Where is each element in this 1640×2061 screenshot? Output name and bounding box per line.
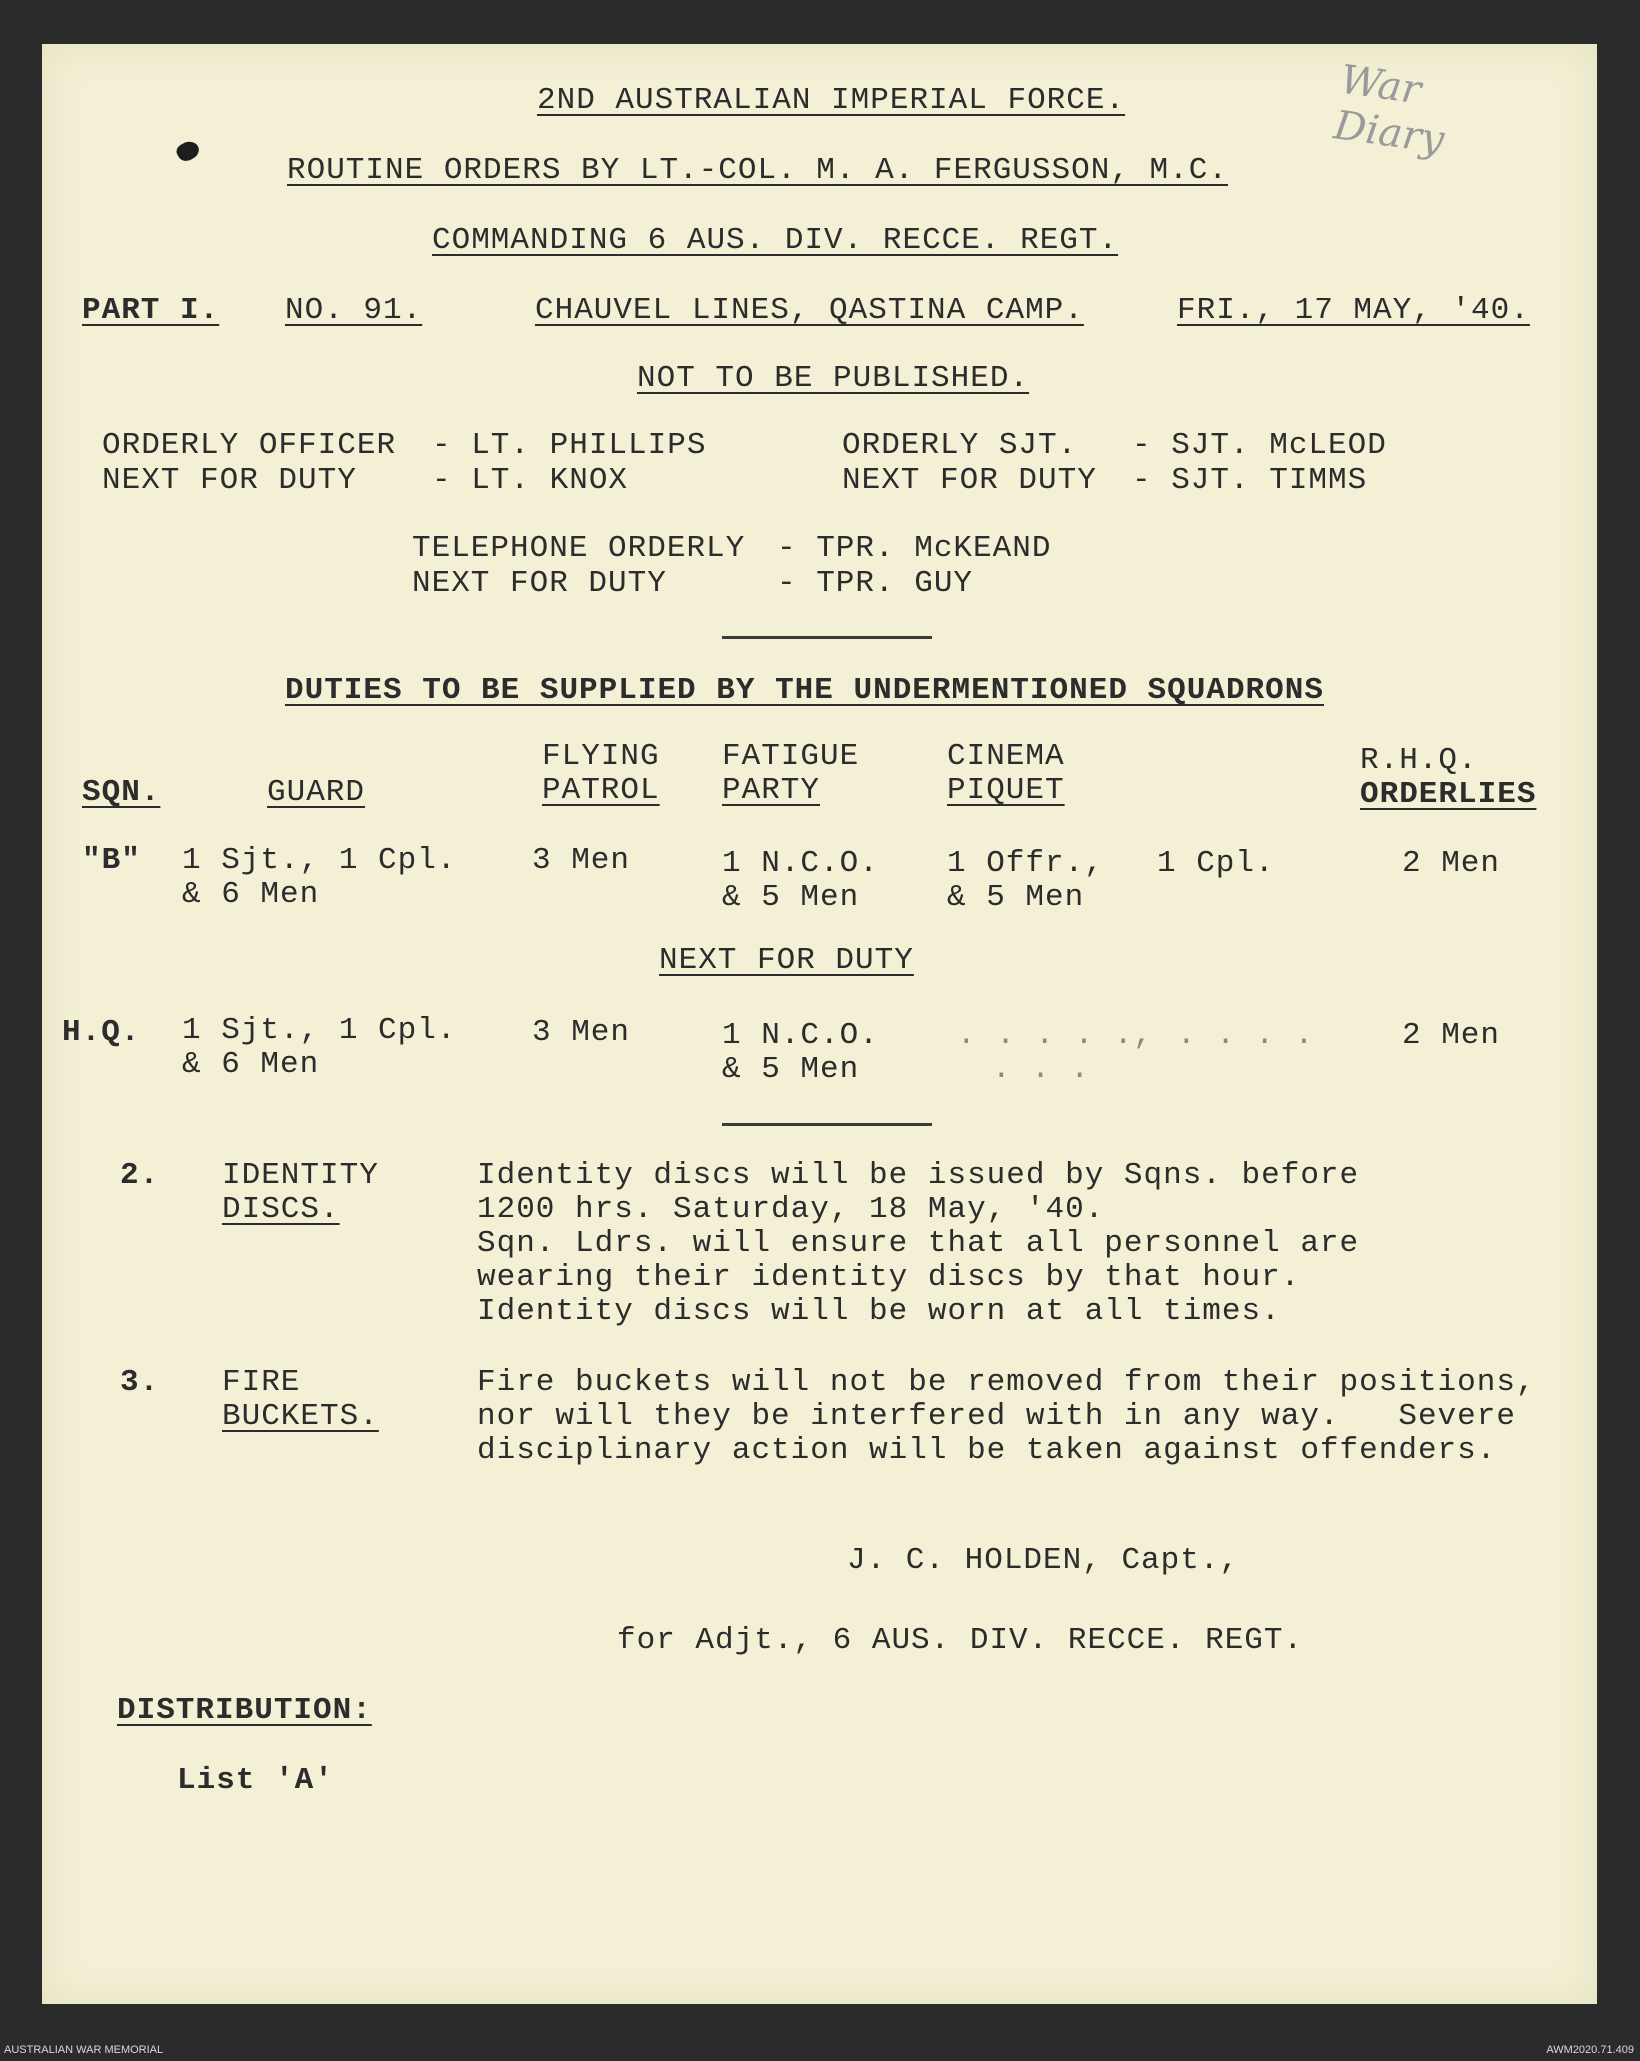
row-hq-cinema-2: . . . xyxy=(992,1052,1091,1087)
order-2-number: 2. xyxy=(120,1158,160,1193)
roster-name: - SJT. McLEOD xyxy=(1132,428,1387,463)
next-for-duty-label: NEXT FOR DUTY xyxy=(659,943,914,978)
row-hq-extra: . . . . xyxy=(1177,1018,1315,1053)
col-header-flying: FLYING xyxy=(542,739,660,774)
restriction-note: NOT TO BE PUBLISHED. xyxy=(637,361,1030,396)
order-2-line: 1200 hrs. Saturday, 18 May, '40. xyxy=(477,1192,1105,1227)
col-header-rhq-2: ORDERLIES xyxy=(1360,777,1537,812)
roster-role: NEXT FOR DUTY xyxy=(842,463,1097,498)
part-label: PART I. xyxy=(82,293,220,328)
footer-archive: AUSTRALIAN WAR MEMORIAL xyxy=(4,2044,164,2056)
roster-role: TELEPHONE ORDERLY xyxy=(412,531,746,566)
roster-role: ORDERLY OFFICER xyxy=(102,428,397,463)
roster-name: - LT. KNOX xyxy=(432,463,629,498)
row-b-cinema: 1 Offr., xyxy=(947,846,1104,881)
row-b-guard: 1 Sjt., 1 Cpl. xyxy=(182,843,457,878)
order-2-line: wearing their identity discs by that hour. xyxy=(477,1260,1301,1295)
row-b-cinema-2: & 5 Men xyxy=(947,880,1085,915)
signature-name: J. C. HOLDEN, Capt., xyxy=(847,1543,1240,1578)
row-hq-rhq: 2 Men xyxy=(1402,1018,1501,1053)
row-b-rhq: 2 Men xyxy=(1402,846,1501,881)
footer-catalogue-id: AWM2020.71.409 xyxy=(1546,2044,1634,2056)
row-hq-fatigue-2: & 5 Men xyxy=(722,1052,860,1087)
duties-title: DUTIES TO BE SUPPLIED BY THE UNDERMENTIONED SQUADRONS xyxy=(285,673,1324,708)
roster-name: - TPR. McKEAND xyxy=(777,531,1052,566)
row-b-flying: 3 Men xyxy=(532,843,631,878)
row-hq-sqn: H.Q. xyxy=(62,1015,141,1050)
row-b-fatigue: 1 N.C.O. xyxy=(722,846,879,881)
divider xyxy=(722,1123,932,1126)
roster-name: - LT. PHILLIPS xyxy=(432,428,707,463)
header-orders-by: ROUTINE ORDERS BY LT.-COL. M. A. FERGUSSON, M.C. xyxy=(287,153,1228,188)
row-b-sqn: "B" xyxy=(82,843,141,878)
row-hq-guard-2: & 6 Men xyxy=(182,1047,320,1082)
roster-name: - TPR. GUY xyxy=(777,566,974,601)
order-3-line: Fire buckets will not be removed from their positions, xyxy=(477,1365,1536,1400)
document-page xyxy=(42,44,1597,2004)
order-2-title-2: DISCS. xyxy=(222,1192,340,1227)
header-commanding: COMMANDING 6 AUS. DIV. RECCE. REGT. xyxy=(432,223,1119,258)
row-b-extra: 1 Cpl. xyxy=(1157,846,1275,881)
col-header-rhq: R.H.Q. xyxy=(1360,743,1478,778)
col-header-flying-2: PATROL xyxy=(542,773,660,808)
order-3-title: FIRE xyxy=(222,1365,301,1400)
signature-for: for Adjt., 6 AUS. DIV. RECCE. REGT. xyxy=(617,1623,1304,1658)
order-3-line: nor will they be interfered with in any way. Severe xyxy=(477,1399,1516,1434)
col-header-sqn: SQN. xyxy=(82,775,161,810)
order-2-line: Identity discs will be issued by Sqns. before xyxy=(477,1158,1360,1193)
row-hq-flying: 3 Men xyxy=(532,1015,631,1050)
distribution-list: List 'A' xyxy=(177,1763,334,1798)
order-3-title-2: BUCKETS. xyxy=(222,1399,379,1434)
col-header-fatigue-2: PARTY xyxy=(722,773,821,808)
header-force: 2ND AUSTRALIAN IMPERIAL FORCE. xyxy=(537,83,1126,118)
col-header-cinema: CINEMA xyxy=(947,739,1065,774)
order-number: NO. 91. xyxy=(285,293,423,328)
ink-mark xyxy=(174,138,202,165)
roster-role: ORDERLY SJT. xyxy=(842,428,1078,463)
col-header-cinema-2: PIQUET xyxy=(947,773,1065,808)
row-hq-cinema: . . . . ., xyxy=(957,1018,1154,1053)
col-header-guard: GUARD xyxy=(267,775,366,810)
order-2-title: IDENTITY xyxy=(222,1158,379,1193)
roster-name: - SJT. TIMMS xyxy=(1132,463,1368,498)
order-2-line: Sqn. Ldrs. will ensure that all personnel are xyxy=(477,1226,1360,1261)
order-location: CHAUVEL LINES, QASTINA CAMP. xyxy=(535,293,1084,328)
roster-role: NEXT FOR DUTY xyxy=(412,566,667,601)
row-b-guard-2: & 6 Men xyxy=(182,877,320,912)
roster-role: NEXT FOR DUTY xyxy=(102,463,357,498)
row-hq-guard: 1 Sjt., 1 Cpl. xyxy=(182,1013,457,1048)
col-header-fatigue: FATIGUE xyxy=(722,739,860,774)
divider xyxy=(722,636,932,639)
order-date: FRI., 17 MAY, '40. xyxy=(1177,293,1530,328)
row-hq-fatigue: 1 N.C.O. xyxy=(722,1018,879,1053)
handwritten-note: War Diary xyxy=(1331,56,1447,164)
order-3-number: 3. xyxy=(120,1365,160,1400)
order-2-line: Identity discs will be worn at all times. xyxy=(477,1294,1281,1329)
distribution-label: DISTRIBUTION: xyxy=(117,1693,372,1728)
order-3-line: disciplinary action will be taken against offenders. xyxy=(477,1433,1497,1468)
row-b-fatigue-2: & 5 Men xyxy=(722,880,860,915)
